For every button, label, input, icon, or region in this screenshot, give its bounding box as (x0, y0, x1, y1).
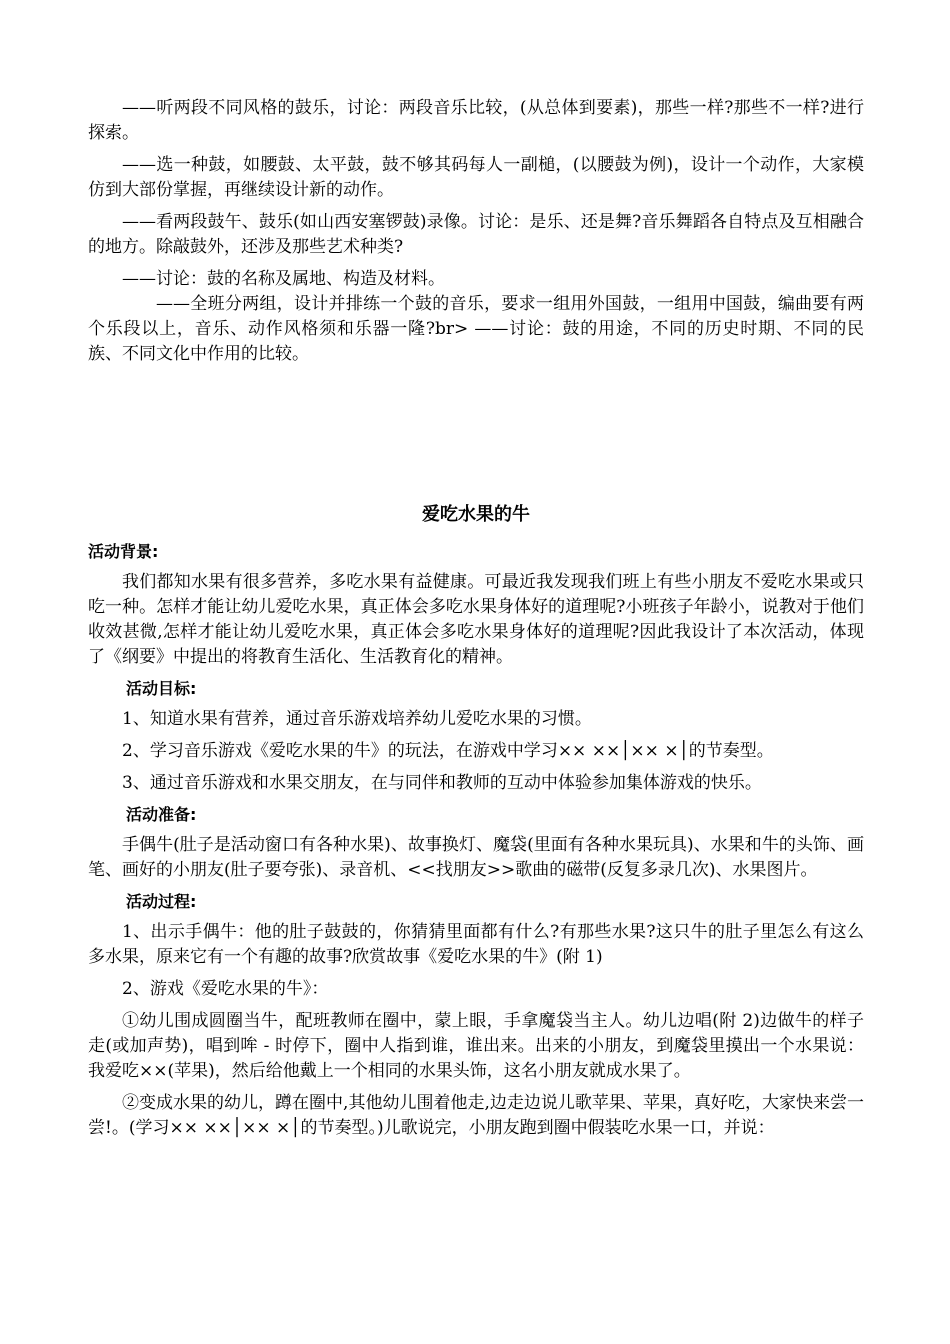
paragraph-drum-listen: ——听两段不同风格的鼓乐，讨论：两段音乐比较，(从总体到要素)，那些一样?那些不一样?进行探索。 (88, 98, 864, 143)
process-step-2a: ①幼儿围成圆圈当牛，配班教师在圈中，蒙上眼，手拿魔袋当主人。幼儿边唱(附 2)边做牛的样子走(或加声势)，唱到哞 - 时停下，圈中人指到谁，谁出来。出来的小朋友，到魔袋里摸出一个水果说：我爱吃××(苹果)，然后给他戴上一个相同的水果头饰，这名小朋友就成水果了。 (88, 1011, 864, 1081)
preparation-paragraph: 手偶牛(肚子是活动窗口有各种水果)、故事换灯、魔袋(里面有各种水果玩具)、水果和牛的头饰、画笔、画好的小朋友(肚子要夸张)、录音机、<<找朋友>>歌曲的磁带(反复多录几次)、水果图片。 (88, 835, 864, 880)
process-step-2: 2、游戏《爱吃水果的牛》： (122, 979, 329, 999)
goals-heading: 活动目标: (126, 679, 197, 698)
goal-item-2: 2、学习音乐游戏《爱吃水果的牛》的玩法，在游戏中学习×× ××│×× ×│的节奏型。 (122, 741, 774, 761)
background-paragraph: 我们都知水果有很多营养，多吃水果有益健康。可最近我发现我们班上有些小朋友不爱吃水果或只吃一种。怎样才能让幼儿爱吃水果，真正体会多吃水果身体好的道理呢?小班孩子年龄小，说教对于他们收效甚微,怎样才能让幼儿爱吃水果，真正体会多吃水果身体好的道理呢?因此我设计了本次活动，体现了《纲要》中提出的将教育生活化、生活教育化的精神。 (88, 572, 864, 667)
process-step-1: 1、出示手偶牛：他的肚子鼓鼓的，你猜猜里面都有什么?有那些水果?这只牛的肚子里怎么有这么多水果，原来它有一个有趣的故事?欣赏故事《爱吃水果的牛》(附 1) (88, 922, 864, 967)
lesson-title: 爱吃水果的牛 (422, 504, 530, 525)
background-heading: 活动背景: (88, 542, 159, 561)
paragraph-drum-video: ——看两段鼓午、鼓乐(如山西安塞锣鼓)录像。讨论：是乐、还是舞?音乐舞蹈各自特点及互相融合的地方。除敲鼓外，还涉及那些艺术种类? (88, 212, 864, 257)
goal-item-3: 3、通过音乐游戏和水果交朋友，在与同伴和教师的互动中体验参加集体游戏的快乐。 (122, 773, 762, 793)
paragraph-drum-groups: ——全班分两组，设计并排练一个鼓的音乐，要求一组用外国鼓，一组用中国鼓，编曲要有两个乐段以上，音乐、动作风格须和乐器一隆?br> ——讨论：鼓的用途，不同的历史时期、不同的民族、不同文化中作用的比较。 (88, 294, 864, 364)
goal-item-1: 1、知道水果有营养，通过音乐游戏培养幼儿爱吃水果的习惯。 (122, 709, 592, 729)
section-gap (88, 374, 864, 502)
paragraph-drum-discuss: ——讨论：鼓的名称及属地、构造及材料。 (122, 269, 445, 289)
paragraph-drum-choose: ——选一种鼓，如腰鼓、太平鼓，鼓不够其码每人一副槌，(以腰鼓为例)，设计一个动作，大家模仿到大部份掌握，再继续设计新的动作。 (88, 155, 864, 200)
preparation-heading: 活动准备: (126, 805, 197, 824)
document-page (88, 96, 864, 1148)
process-step-2b: ②变成水果的幼儿，蹲在圈中,其他幼儿围着他走,边走边说儿歌苹果、苹果，真好吃，大家快来尝一尝!。(学习×× ××│×× ×│的节奏型。)儿歌说完，小朋友跑到圈中假装吃水果一口，并说： (88, 1093, 864, 1138)
process-heading: 活动过程: (126, 892, 197, 911)
